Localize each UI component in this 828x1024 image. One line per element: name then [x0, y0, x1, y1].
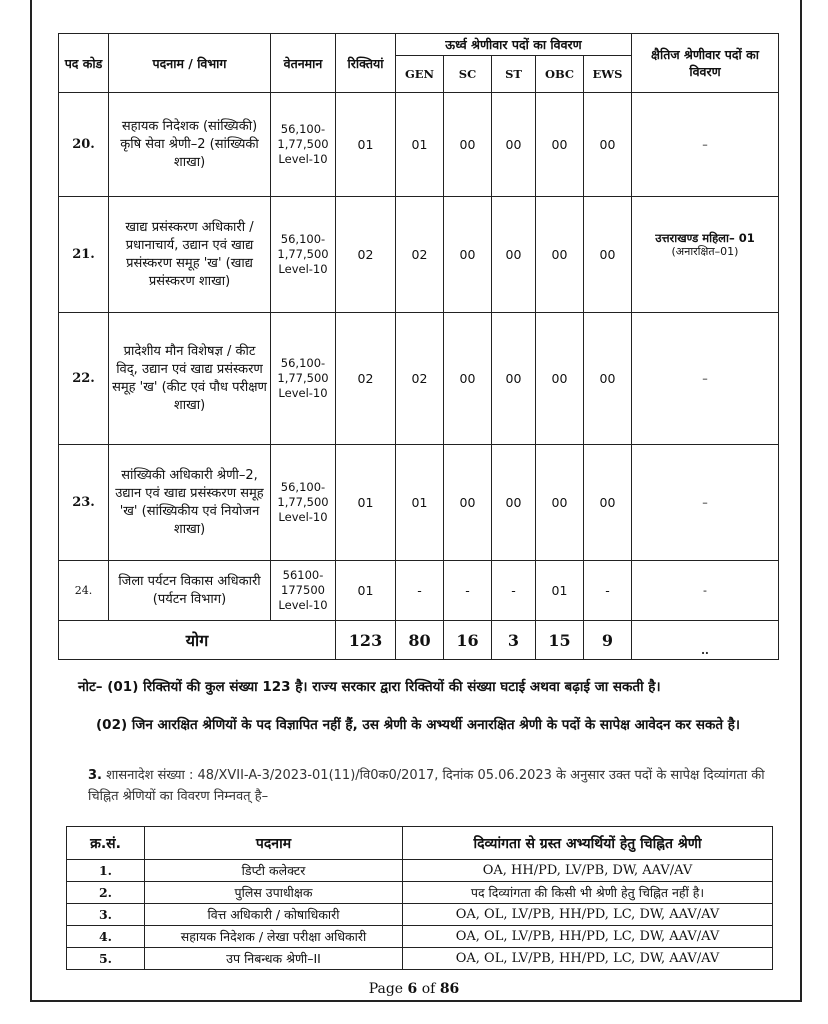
disab-category: OA, OL, LV/PB, HH/PD, LC, DW, AAV/AV — [403, 948, 773, 970]
row-vacancies: 01 — [336, 561, 396, 621]
row-horizontal: – — [632, 313, 779, 445]
row-pay: 56,100- 1,77,500 Level-10 — [271, 445, 336, 561]
header-pay: वेतनमान — [271, 34, 336, 93]
table-row — [59, 93, 779, 197]
header-st: ST — [492, 56, 536, 93]
row-ews: - — [584, 561, 632, 621]
table-row — [67, 904, 773, 926]
header-horizontal: क्षैतिज श्रेणीवार पदों का विवरण — [632, 34, 779, 93]
row-gen: 01 — [396, 93, 444, 197]
row-name: जिला पर्यटन विकास अधिकारी (पर्यटन विभाग) — [109, 561, 271, 621]
row-st: - — [492, 561, 536, 621]
total-ews: 9 — [584, 621, 632, 660]
disab-post: उप निबन्धक श्रेणी–II — [145, 948, 403, 970]
header-vacancies: रिक्तियां — [336, 34, 396, 93]
row-code: 24. — [59, 561, 109, 621]
table-row — [67, 882, 773, 904]
row-name: खाद्य प्रसंस्करण अधिकारी / प्रधानाचार्य, उद्यान एवं खाद्य प्रसंस्करण समूह 'ख' (खाद्य प्रसंस्करण शाखा) — [109, 197, 271, 313]
disab-sn: 1. — [67, 860, 145, 882]
disab-post: वित्त अधिकारी / कोषाधिकारी — [145, 904, 403, 926]
row-gen: 02 — [396, 313, 444, 445]
disab-post: डिप्टी कलेक्टर — [145, 860, 403, 882]
table-row — [59, 561, 779, 621]
row-gen: - — [396, 561, 444, 621]
disab-category: OA, OL, LV/PB, HH/PD, LC, DW, AAV/AV — [403, 926, 773, 948]
row-pay: 56,100- 1,77,500 Level-10 — [271, 93, 336, 197]
row-obc: 00 — [536, 313, 584, 445]
footer-total: 86 — [439, 981, 460, 997]
row-gen: 02 — [396, 197, 444, 313]
disab-category: OA, OL, LV/PB, HH/PD, LC, DW, AAV/AV — [403, 904, 773, 926]
row-vacancies: 02 — [336, 313, 396, 445]
total-row — [59, 621, 779, 660]
row-pay: 56,100- 1,77,500 Level-10 — [271, 197, 336, 313]
row-horizontal: - — [632, 561, 779, 621]
row-name: सहायक निदेशक (सांख्यिकी) कृषि सेवा श्रेणी–2 (सांख्यिकी शाखा) — [109, 93, 271, 197]
disab-header-sn: क्र.सं. — [67, 827, 145, 860]
table-row — [67, 860, 773, 882]
row-ews: 00 — [584, 313, 632, 445]
row-obc: 00 — [536, 93, 584, 197]
header-ews: EWS — [584, 56, 632, 93]
note-1: नोट– (01) रिक्तियों की कुल संख्या 123 है। राज्य सरकार द्वारा रिक्तियों की संख्या घटाई अथवा बढ़ाई जा सकती है। — [78, 679, 661, 695]
table-row — [67, 948, 773, 970]
vacancy-table — [58, 33, 779, 660]
order-text: शासनादेश संख्या : 48/XVII-A-3/2023-01(11)/वि0क0/2017, दिनांक 05.06.2023 के अनुसार उक्त पदों के सापेक्ष दिव्यांगता की चिह्नित श्रेणियों का विवरण निम्नवत् है– — [88, 768, 765, 804]
row-obc: 01 — [536, 561, 584, 621]
row-horizontal: – — [632, 93, 779, 197]
total-label: योग — [59, 621, 336, 660]
row-pay: 56100- 177500 Level-10 — [271, 561, 336, 621]
table-row — [67, 926, 773, 948]
row-sc: 00 — [444, 197, 492, 313]
table-row — [59, 445, 779, 561]
footer-sep: of — [421, 981, 436, 997]
total-vacancies: 123 — [336, 621, 396, 660]
disab-category: पद दिव्यांगता की किसी भी श्रेणी हेतु चिह्नित नहीं है। — [403, 882, 773, 904]
disab-sn: 4. — [67, 926, 145, 948]
row-st: 00 — [492, 445, 536, 561]
footer-prefix: Page — [368, 981, 404, 997]
header-code: पद कोड — [59, 34, 109, 93]
total-horizontal: .. — [632, 621, 779, 660]
row-st: 00 — [492, 197, 536, 313]
row-ews: 00 — [584, 197, 632, 313]
table-row — [59, 313, 779, 445]
header-gen: GEN — [396, 56, 444, 93]
row-code: 20. — [59, 93, 109, 197]
row-vacancies: 01 — [336, 93, 396, 197]
row-obc: 00 — [536, 445, 584, 561]
row-code: 21. — [59, 197, 109, 313]
disab-post: सहायक निदेशक / लेखा परीक्षा अधिकारी — [145, 926, 403, 948]
disab-header-post: पदनाम — [145, 827, 403, 860]
row-code: 22. — [59, 313, 109, 445]
disab-post: पुलिस उपाधीक्षक — [145, 882, 403, 904]
footer-page: 6 — [407, 981, 418, 997]
header-name: पदनाम / विभाग — [109, 34, 271, 93]
row-sc: - — [444, 561, 492, 621]
disab-header-category: दिव्यांगता से ग्रस्त अभ्यर्थियों हेतु चिह्नित श्रेणी — [403, 827, 773, 860]
row-name: प्रादेशीय मौन विशेषज्ञ / कीट विद्, उद्यान एवं खाद्य प्रसंस्करण समूह 'ख' (कीट एवं पौध परीक्षण शाखा) — [109, 313, 271, 445]
row-horizontal: – — [632, 445, 779, 561]
disability-table — [66, 826, 773, 970]
page-footer — [0, 981, 828, 997]
table-row — [59, 197, 779, 313]
row-sc: 00 — [444, 445, 492, 561]
row-ews: 00 — [584, 445, 632, 561]
order-number: 3. — [88, 768, 102, 783]
header-sc: SC — [444, 56, 492, 93]
total-sc: 16 — [444, 621, 492, 660]
row-vacancies: 01 — [336, 445, 396, 561]
row-ews: 00 — [584, 93, 632, 197]
total-obc: 15 — [536, 621, 584, 660]
row-sc: 00 — [444, 93, 492, 197]
order-paragraph — [88, 765, 788, 807]
total-st: 3 — [492, 621, 536, 660]
row-pay: 56,100- 1,77,500 Level-10 — [271, 313, 336, 445]
disab-category: OA, HH/PD, LV/PB, DW, AAV/AV — [403, 860, 773, 882]
row-st: 00 — [492, 313, 536, 445]
row-sc: 00 — [444, 313, 492, 445]
disab-sn: 2. — [67, 882, 145, 904]
total-gen: 80 — [396, 621, 444, 660]
header-obc: OBC — [536, 56, 584, 93]
disab-sn: 3. — [67, 904, 145, 926]
row-obc: 00 — [536, 197, 584, 313]
row-horizontal: उत्तराखण्ड महिला– 01 (अनारक्षित–01) — [632, 197, 779, 313]
header-vertical: ऊर्ध्व श्रेणीवार पदों का विवरण — [396, 34, 632, 56]
row-st: 00 — [492, 93, 536, 197]
row-name: सांख्यिकी अधिकारी श्रेणी–2, उद्यान एवं खाद्य प्रसंस्करण समूह 'ख' (सांख्यिकीय एवं नियोजन शाखा) — [109, 445, 271, 561]
note-2: (02) जिन आरक्षित श्रेणियों के पद विज्ञापित नहीं हैं, उस श्रेणी के अभ्यर्थी अनारक्षित श्रेणी के पदों के सापेक्ष आवेदन कर सकते है। — [96, 717, 740, 733]
row-vacancies: 02 — [336, 197, 396, 313]
disab-sn: 5. — [67, 948, 145, 970]
row-gen: 01 — [396, 445, 444, 561]
row-code: 23. — [59, 445, 109, 561]
